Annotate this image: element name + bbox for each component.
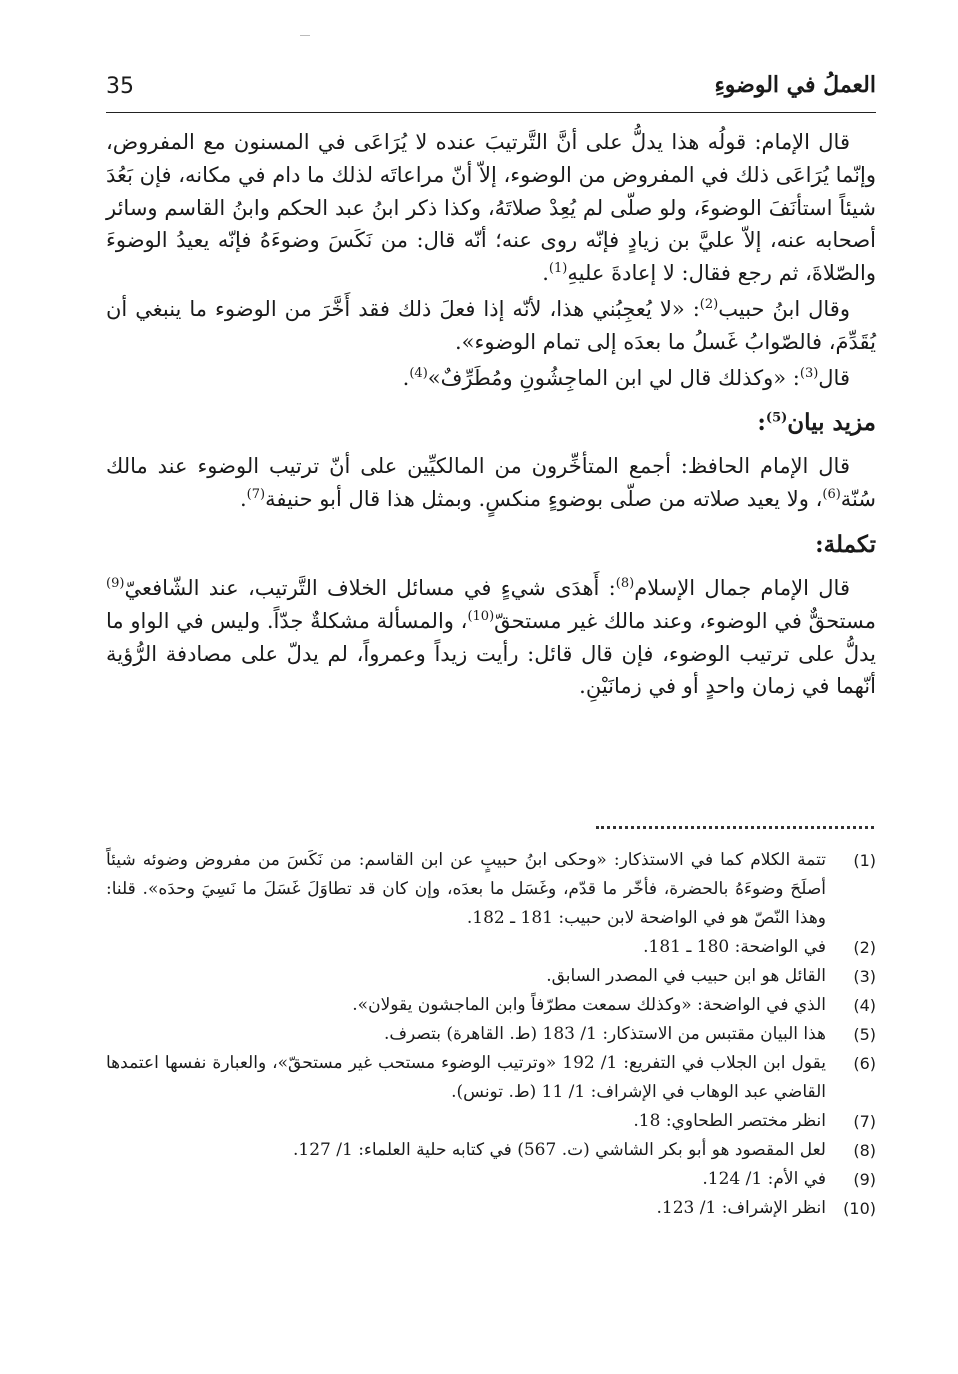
paragraph-5	[106, 572, 876, 703]
paragraph-2	[106, 293, 876, 359]
footnote-item	[106, 1020, 876, 1049]
page-header	[106, 72, 876, 112]
footnote-ref[interactable]: (1)	[548, 261, 568, 277]
paragraph-3	[106, 362, 876, 395]
header-rule	[106, 112, 876, 113]
footnote-ref[interactable]: (6)	[822, 487, 841, 503]
footnote-number: (1)	[853, 851, 876, 870]
footnote-text: انظر الإشراف: 1/ 123.	[656, 1198, 826, 1218]
footnote-number: (7)	[853, 1112, 876, 1131]
footnote-separator	[596, 826, 874, 829]
punct: .	[402, 365, 410, 390]
footnote-text: يقول ابن الجلاب في التفريع: 1/ 192 «وترتيب الوضوء مستحب غير مستحقّ»، والعبارة نفسها اعتمدها القاضي عبد الوهاب في الإشراف: 1/ 11 (ط. تونس).	[106, 1053, 826, 1102]
footnote-ref[interactable]: (2)	[699, 296, 719, 312]
page-number: 35	[106, 74, 134, 99]
footnote-ref[interactable]: (8)	[615, 575, 635, 591]
footnote-ref[interactable]: (5)	[765, 410, 788, 426]
footnote-item	[106, 1107, 876, 1136]
footnote-number: (4)	[853, 996, 876, 1015]
paragraph-4-text-a: قال الإمام الحافظ: أجمع المتأخِّرون من المالكيِّين على أنّ ترتيب الوضوء عند مالك سُنّة	[106, 454, 876, 512]
paragraph-3-text-a: قال	[818, 365, 850, 390]
footnote-item	[106, 1194, 876, 1223]
paragraph-4-text-b: ، ولا يعيد صلاته من صلّى بوضوءٍ منكسٍ. وبمثل هذا قال أبو حنيفة	[265, 487, 823, 512]
footnote-ref[interactable]: (10)	[467, 608, 495, 624]
footnote-item	[106, 1049, 876, 1107]
paragraph-5-text-b: : أَهدَى شيءٍ في مسائل الخلاف التَّرتيب، عند الشّافعيّ	[124, 575, 616, 600]
footnote-item	[106, 1165, 876, 1194]
footnote-number: (10)	[843, 1199, 876, 1218]
footnote-text: القائل هو ابن حبيب في المصدر السابق.	[546, 966, 826, 986]
heading-text: مزيد بيان	[787, 409, 876, 437]
paragraph-5-text-a: قال الإمام جمال الإسلام	[634, 575, 850, 600]
footnote-number: (9)	[853, 1170, 876, 1189]
footnote-text: لعل المقصود هو أبو بكر الشاشي (ت. 567) في كتابه حلية العلماء: 1/ 127.	[292, 1140, 826, 1160]
footnote-number: (3)	[853, 967, 876, 986]
punct: :	[757, 409, 766, 437]
scan-mark	[300, 35, 310, 36]
footnote-text: الذي في الواضحة: «وكذلك سمعت مطرّفاً وابن الماجشون يقولان».	[352, 995, 826, 1015]
footnote-text: في الواضحة: 180 ـ 181.	[643, 937, 826, 957]
footnote-number: (5)	[853, 1025, 876, 1044]
paragraph-3-text-b: : «وكذلك قال لي ابن الماجِشُونِ ومُطَرِّفٌ»	[427, 365, 800, 390]
footnote-item	[106, 991, 876, 1020]
running-title: العملُ في الوضوءِ	[714, 72, 876, 98]
footnote-ref[interactable]: (4)	[409, 365, 428, 381]
paragraph-4	[106, 450, 876, 516]
paragraph-2-text-b: : «لا يُعجِبُني هذا، لأنّه إذا فعلَ ذلك فقد أَخَّرَ من الوضوء ما ينبغي أن يُقَدِّمَ، فالصّوابُ غَسلُ ما بعدَه إلى تمام الوضوء».	[106, 296, 876, 354]
main-text	[106, 126, 876, 703]
section-heading-mazid-bayan	[106, 406, 876, 440]
footnote-ref[interactable]: (9)	[106, 575, 125, 591]
punct: .	[239, 487, 247, 512]
punct: .	[542, 261, 549, 286]
footnote-item	[106, 933, 876, 962]
footnote-text: تتمة الكلام كما في الاستذكار: «وحكى ابنُ حبيبٍ عن ابن القاسم: من نَكَسَ من مفروض وضوئه شيئاً أصلَحَ وضوءَهُ بالحضرة، فأخّر ما قدّم، وغَسَل ما بعدَه، وإن كان قد تطاوَلَ غَسَلَ ما نَسِيَ وحدَه». قلنا: وهذا النّصّ هو في الواضحة لابن حبيب: 181 ـ 182.	[106, 850, 826, 928]
footnote-number: (2)	[853, 938, 876, 957]
section-heading-takmila: تكملة:	[815, 530, 876, 558]
footnote-item	[106, 962, 876, 991]
footnote-text: انظر مختصر الطحاوي: 18.	[633, 1111, 826, 1131]
footnotes	[106, 846, 876, 1223]
paragraph-1	[106, 126, 876, 290]
footnote-item	[106, 1136, 876, 1165]
footnote-ref[interactable]: (3)	[799, 365, 819, 381]
footnote-ref[interactable]: (7)	[246, 487, 266, 503]
paragraph-1-text: قال الإمام: قولُه هذا يدلُّ على أنَّ التَّرتيبَ عنده لا يُرَاعَى في المسنون مع المفروض، وإنّما يُرَاعَى ذلك في المفروض من الوضوء، إلاّ أنّ مراعاتَه لذلك ما دام في مكانه، فإن بَعُدَ شيئاً استأنَفَ الوضوءَ، ولو صلّى لم يُعِدْ صلاتَهُ، وكذا ذكر ابنُ عبد الحكم وابنُ القاسم وسائر أصحابه عنه، إلاّ عليَّ بن زيادٍ فإنّه روى عنه؛ أنّه قال: من نَكَسَ وضوءَهُ فإنّه يعيدُ الوضوءَ والصّلاةَ، ثم رجع فقال: لا إعادةَ عليهِ	[106, 130, 876, 286]
footnote-text: في الأم: 1/ 124.	[702, 1169, 826, 1189]
footnote-item	[106, 846, 876, 933]
footnote-number: (8)	[853, 1141, 876, 1160]
paragraph-2-text-a: وقال ابنُ حبيب	[718, 296, 850, 321]
footnote-number: (6)	[853, 1054, 876, 1073]
paragraph-5-text-d: ، والمسألة مشكلةٌ جدّاً. وليس في الواو ما يدلُّ على ترتيب الوضوء، فإن قال قائل: رأيت زيداً وعمرواً، لم يدلّ على مصادفة الرُّؤية أنّهما في زمان واحدٍ أو في زمانَيْنِ.	[106, 608, 876, 699]
paragraph-5-text-c: مستحقٌّ في الوضوء، وعند مالك غير مستحقّ	[494, 608, 876, 633]
footnote-text: هذا البيان مقتبس من الاستذكار: 1/ 183 (ط. القاهرة) بتصرف.	[383, 1024, 826, 1044]
